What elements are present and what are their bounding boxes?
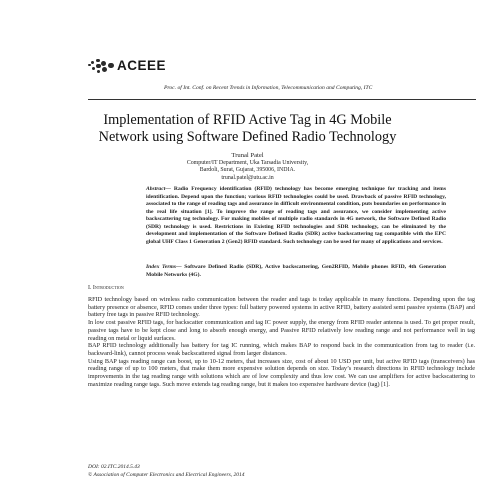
author-email: trunal.patel@utu.ac.in xyxy=(221,174,274,181)
journal-header xyxy=(88,58,478,73)
index-terms-text: — Software Defined Radio (SDR), Active backscattering, Gen2RFID, Mobile phones RFID, 4th Generation Mobile Networks (4G). xyxy=(146,264,446,278)
abstract-text: — Radio Frequency identification (RFID) technology has become emerging technique for tracking and items identification. Depend upon the function; various RFID technologies could be used. Drawback of passive RFID technology, associated to the range of reading tags and assurance in difficult environmental condition, puts boundaries on performance in the real life situation [1]. To improve the range of reading tags and assurance, we consider implementing active backscattering tag technology. For making mobiles of multiple radio standards in 4G network, the Software Defined Radio (SDR) technology is used. Restrictions in Existing RFID technologies and SDR technology, can be eliminated by the development and implementation of the Software Defined Radio (SDR) active backscattering tag compatible with the EPC global UHF Class 1 Generation 2 (Gen2) RFID standard. Such technology can be used for many of applications and services. xyxy=(146,186,446,245)
section-title: Introduction xyxy=(92,285,124,291)
paragraph: In low cost passive RFID tags, for backscatter communication and tag IC power supply, the energy from RFID reader antenna is used. To get proper result, passive tags have to be kept close and long to absorb enough energy, and Passive RFID relatively low reading range and not performance well in tag reading on metal or liquid surfaces. xyxy=(88,319,475,342)
body-text xyxy=(88,296,475,388)
title-line-1: Implementation of RFID Active Tag in 4G Mobile xyxy=(103,112,392,128)
proceedings-line: Proc. of Int. Conf. on Recent Trends in Information, Telecommunication and Computing, ITC xyxy=(164,85,373,91)
header-divider xyxy=(88,99,476,100)
paragraph: RFID technology based on wireless radio communication between the reader and tags is today applicable in many functions. Depending upon the tag battery presence or absence, RFID comes under three types: full battery powered systems in active RFID, battery assisted semi passive systems (BAP) and battery free tags in passive RFID technology. xyxy=(88,296,475,319)
paragraph: BAP RFID technology additionally has battery for tag IC running, which makes BAP to respond back in the communication from tag to reader (i.e. backward-link), cannot process weak backscattered signal from larger distances. xyxy=(88,342,475,357)
abstract-label: Abstract xyxy=(146,186,166,192)
copyright: © Association of Computer Electronics and Electrical Engineers, 2014 xyxy=(88,471,245,478)
section-heading xyxy=(88,285,124,291)
index-terms-label: Index Terms xyxy=(146,264,177,270)
page-footer xyxy=(88,464,244,479)
paragraph: Using BAP tags reading range can boost, up to 10-12 meters, that increases size, cost of about 10 USD per unit, but active RFID tags (transceivers) has reading range of up to 100 meters, that make them more expensive solution depends on size. Today’s research directions in RFID technology include improvements in the tag reading range with solutions which are of low complexity and thus low cost. We can use amplifiers for active backscattering to maximize reading range tags. Such move extends tag reading range, but it makes too expensive hardware device (tag) [1]. xyxy=(88,357,475,388)
paper-title xyxy=(50,112,445,146)
abstract xyxy=(146,186,446,246)
index-terms xyxy=(146,264,446,279)
section-number: I. xyxy=(88,285,92,291)
author-address: Bardoli, Surat, Gujarat, 395006, INDIA. xyxy=(199,167,296,174)
title-line-2: Network using Software Defined Radio Technology xyxy=(98,129,397,145)
author-department: Computer/IT Department, Uka Tarsadia University, xyxy=(186,159,309,166)
logo-text: ACEEE xyxy=(117,58,167,73)
author-block xyxy=(100,152,395,182)
doi: DOI: 02.ITC.2014.5.43 xyxy=(88,464,140,470)
logo-dots-icon xyxy=(88,59,114,73)
aceee-logo xyxy=(88,58,478,73)
author-name: Trunal Patel xyxy=(231,152,264,159)
